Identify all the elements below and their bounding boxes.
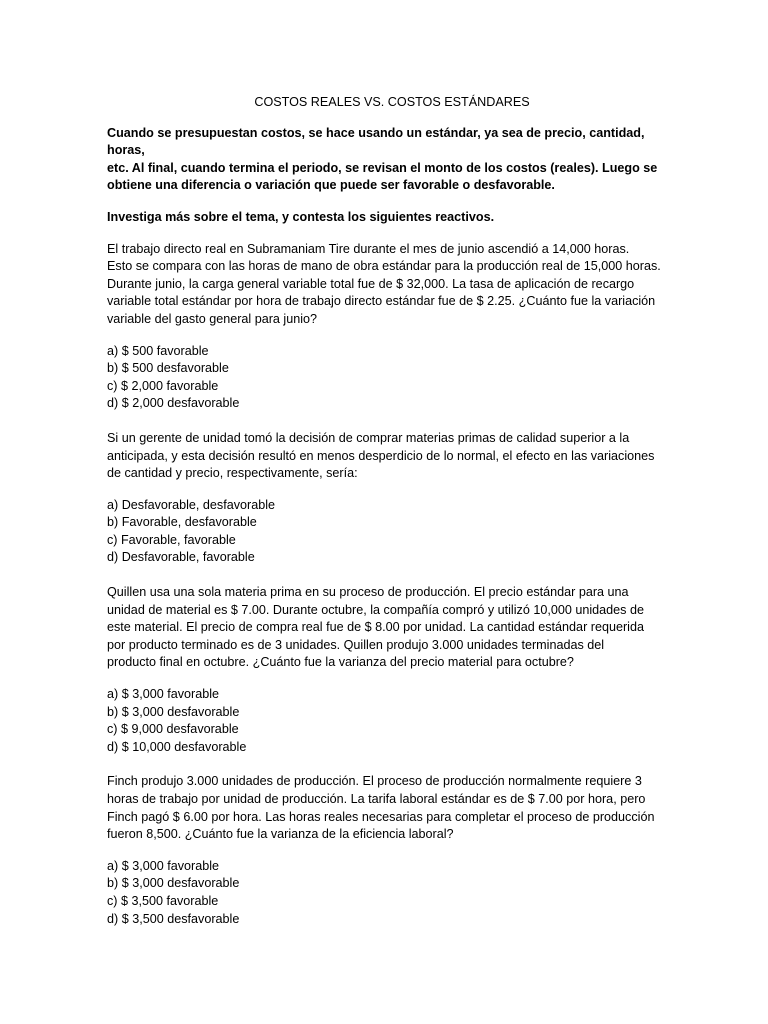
question-2-options xyxy=(107,497,667,567)
question-line: variable del gasto general para junio? xyxy=(107,311,318,326)
document-page xyxy=(107,94,667,945)
answer-option: d) Desfavorable, favorable xyxy=(107,550,255,565)
question-line: Si un gerente de unidad tomó la decisión de comprar materias primas de calidad superior a la xyxy=(107,430,630,445)
instruction-paragraph: Investiga más sobre el tema, y contesta los siguientes reactivos. xyxy=(107,209,495,224)
question-line: por producto terminado es de 3 unidades. Quillen produjo 3.000 unidades terminadas del xyxy=(107,637,605,652)
answer-option: b) $ 3,000 desfavorable xyxy=(107,704,240,719)
question-line: Finch produjo 3.000 unidades de producción. El proceso de producción normalmente requiere 3 xyxy=(107,774,642,789)
intro-line: obtiene una diferencia o variación que puede ser favorable o desfavorable. xyxy=(107,178,555,193)
answer-option: d) $ 3,500 desfavorable xyxy=(107,911,240,926)
intro-line: etc. Al final, cuando termina el periodo, se revisan el monto de los costos (reales). Luego se xyxy=(107,160,658,175)
answer-option: c) $ 3,500 favorable xyxy=(107,893,219,908)
question-line: El trabajo directo real en Subramaniam Tire durante el mes de junio ascendió a 14,000 horas. xyxy=(107,241,630,256)
question-line: Finch pagó $ 6.00 por hora. Las horas reales necesarias para completar el proceso de producción xyxy=(107,809,655,824)
question-1-text xyxy=(107,241,667,329)
answer-option: a) Desfavorable, desfavorable xyxy=(107,497,276,512)
question-line: este material. El precio de compra real fue de $ 8.00 por unidad. La cantidad estándar requerida xyxy=(107,620,644,635)
answer-option: c) Favorable, favorable xyxy=(107,532,236,547)
question-line: horas de trabajo por unidad de producción. La tarifa laboral estándar es de $ 7.00 por hora, pero xyxy=(107,792,646,806)
intro-line: Cuando se presupuestan costos, se hace usando un estándar, ya sea de precio, cantidad, horas, xyxy=(107,125,645,158)
question-3-text xyxy=(107,584,667,672)
question-line: Esto se compara con las horas de mano de obra estándar para la producción real de 15,000 horas. xyxy=(107,259,661,274)
question-line: Durante junio, la carga general variable total fue de $ 32,000. La tasa de aplicación de recargo xyxy=(107,276,635,291)
question-2-text xyxy=(107,430,667,483)
answer-option: d) $ 10,000 desfavorable xyxy=(107,739,247,754)
question-4-text xyxy=(107,773,667,843)
question-line: unidad de material es $ 7.00. Durante octubre, la compañía compró y utilizó 10,000 unidades de xyxy=(107,602,644,617)
question-line: Quillen usa una sola materia prima en su proceso de producción. El precio estándar para una xyxy=(107,585,629,600)
answer-option: b) $ 3,000 desfavorable xyxy=(107,876,240,891)
document-title: COSTOS REALES VS. COSTOS ESTÁNDARES xyxy=(254,95,530,109)
question-1-options xyxy=(107,343,667,413)
question-4-options xyxy=(107,858,667,928)
answer-option: b) $ 500 desfavorable xyxy=(107,361,229,376)
intro-paragraph xyxy=(107,125,667,195)
answer-option: d) $ 2,000 desfavorable xyxy=(107,396,240,411)
question-3-options xyxy=(107,686,667,756)
answer-option: c) $ 9,000 desfavorable xyxy=(107,722,239,737)
question-line: de cantidad y precio, respectivamente, sería: xyxy=(107,466,358,481)
answer-option: b) Favorable, desfavorable xyxy=(107,515,257,530)
answer-option: c) $ 2,000 favorable xyxy=(107,378,219,393)
question-line: producto final en octubre. ¿Cuánto fue la varianza del precio material para octubre? xyxy=(107,655,574,670)
question-line: fueron 8,500. ¿Cuánto fue la varianza de la eficiencia laboral? xyxy=(107,827,454,842)
answer-option: a) $ 500 favorable xyxy=(107,343,209,358)
answer-option: a) $ 3,000 favorable xyxy=(107,687,220,702)
question-line: variable total estándar por hora de trabajo directo estándar fue de $ 2.25. ¿Cuánto fue la variación xyxy=(107,294,656,309)
question-line: anticipada, y esta decisión resultó en menos desperdicio de lo normal, el efecto en las variaciones xyxy=(107,448,655,463)
answer-option: a) $ 3,000 favorable xyxy=(107,858,220,873)
